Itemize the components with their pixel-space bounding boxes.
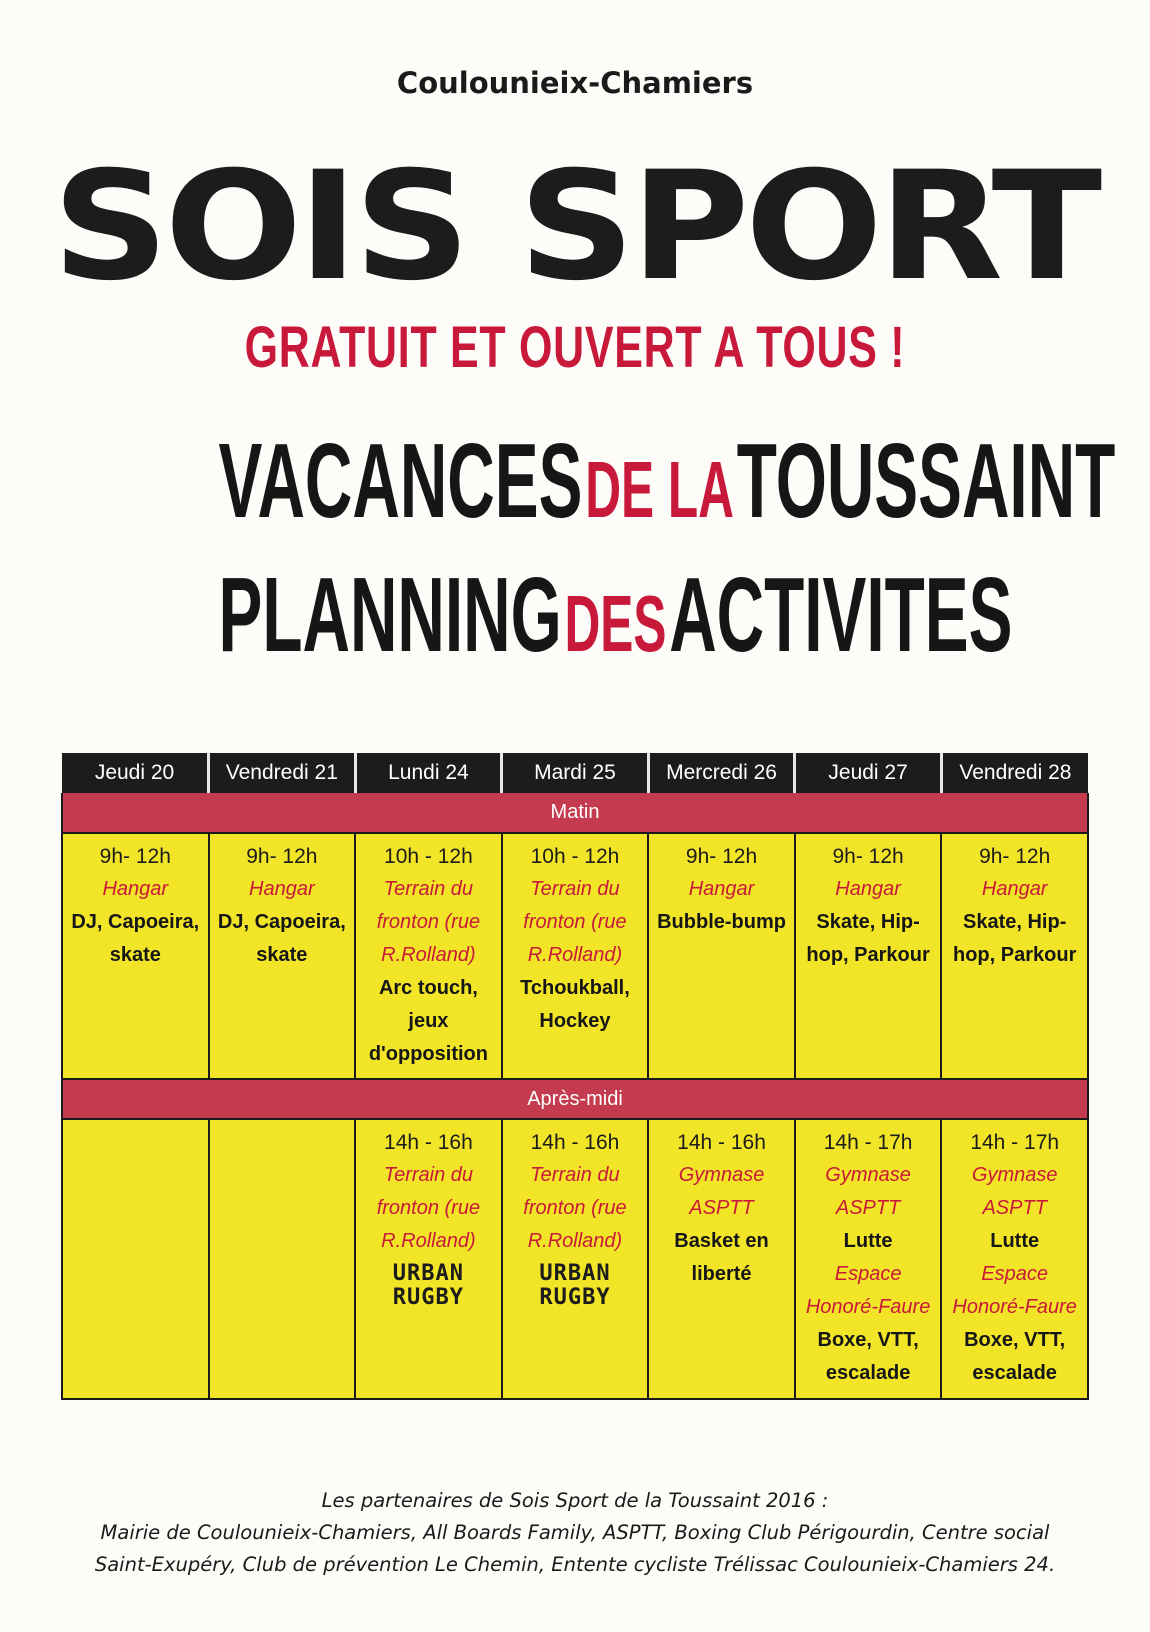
headline-planning [218, 556, 1013, 702]
activity: DJ, Capoeira, skate [217, 910, 346, 966]
urban-rugby-logo-text: URBAN RUGBY [539, 1261, 611, 1311]
time-slot: 10h - 12h [530, 844, 620, 868]
activity: Lutte [843, 1230, 893, 1253]
partners-line: Mairie de Coulounieix-Chamiers, All Boards Family, ASPTT, Boxing Club Périgourdin, Centre social [100, 1521, 1050, 1544]
schedule-cell [209, 833, 356, 1079]
day-header: Vendredi 21 [209, 753, 356, 793]
day-header: Jeudi 20 [62, 753, 209, 793]
location: Hangar [835, 877, 901, 900]
headline-word: ACTIVITES [669, 556, 1013, 674]
day-header: Jeudi 27 [795, 753, 942, 793]
headline-word: DES [564, 579, 667, 668]
location: Hangar [102, 877, 169, 900]
time-slot: 9h- 12h [832, 844, 904, 868]
time-slot: 14h - 16h [384, 1131, 473, 1155]
time-slot: 9h- 12h [246, 844, 318, 868]
schedule-cell [62, 833, 209, 1079]
location: Espace Honoré-Faure [952, 1263, 1077, 1319]
day-header-row [62, 753, 1088, 793]
day-header: Lundi 24 [355, 753, 502, 793]
urban-rugby-logo-text: URBAN RUGBY [392, 1261, 465, 1311]
afternoon-row [62, 1119, 1088, 1399]
partners-title: Les partenaires de Sois Sport de la Toussaint 2016 : [321, 1489, 829, 1512]
schedule-cell [941, 1119, 1088, 1399]
location: Terrain du fronton (rue R.Rolland) [523, 877, 627, 966]
partners-line: Saint-Exupéry, Club de prévention Le Chemin, Entente cycliste Trélissac Coulounieix-Chamiers 24. [94, 1553, 1056, 1576]
location: Hangar [688, 877, 755, 900]
activity: DJ, Capoeira, skate [71, 910, 200, 966]
schedule-cell [502, 1119, 649, 1399]
activity: Arc touch, jeux d'opposition [368, 976, 488, 1065]
day-header: Vendredi 28 [941, 753, 1088, 793]
activity: Tchoukball, Hockey [520, 976, 630, 1032]
schedule-cell [795, 833, 942, 1079]
time-slot: 10h - 12h [384, 844, 473, 868]
location: Hangar [249, 877, 315, 900]
location: Terrain du fronton (rue R.Rolland) [376, 877, 481, 966]
location: Espace Honoré-Faure [805, 1263, 931, 1319]
headline-word: VACANCES [218, 422, 583, 540]
location: Terrain du fronton (rue R.Rolland) [376, 1164, 481, 1253]
activity: Lutte [990, 1230, 1040, 1253]
time-slot: 9h- 12h [99, 844, 171, 868]
activity: Bubble-bump [657, 910, 786, 933]
time-slot: 9h- 12h [685, 844, 758, 868]
headline-word: DE LA [585, 445, 735, 534]
schedule-cell [941, 833, 1088, 1079]
schedule-cell [502, 833, 649, 1079]
activity: Skate, Hip-hop, Parkour [806, 910, 930, 966]
schedule-table [61, 753, 1089, 1400]
activity: Boxe, VTT, escalade [817, 1329, 919, 1385]
brand-logo-text: SOIS SPORT [52, 140, 1098, 314]
location: Terrain du fronton (rue R.Rolland) [523, 1164, 627, 1253]
schedule-cell [648, 1119, 795, 1399]
day-header: Mercredi 26 [648, 753, 795, 793]
time-slot: 14h - 17h [823, 1131, 913, 1155]
schedule-cell [795, 1119, 942, 1399]
day-header: Mardi 25 [502, 753, 649, 793]
activity: Boxe, VTT, escalade [964, 1329, 1066, 1385]
activity: Basket en liberté [674, 1230, 769, 1286]
headline-word: PLANNING [218, 556, 562, 674]
headline-vacances [218, 422, 1116, 568]
town-name: Coulounieix-Chamiers [396, 66, 754, 100]
headline-word: TOUSSAINT [736, 422, 1116, 540]
afternoon-band: Après-midi [62, 1079, 1088, 1120]
schedule-cell [355, 833, 502, 1079]
time-slot: 14h - 16h [677, 1131, 766, 1155]
schedule-cell [648, 833, 795, 1079]
location: Hangar [981, 877, 1048, 900]
partners-block [40, 1485, 1110, 1581]
morning-row [62, 833, 1088, 1079]
time-slot: 14h - 17h [970, 1131, 1060, 1155]
time-slot: 9h- 12h [979, 844, 1051, 868]
time-slot: 14h - 16h [530, 1131, 620, 1155]
tagline: GRATUIT ET OUVERT A TOUS ! [244, 315, 906, 380]
location: Gymnase ASPTT [678, 1164, 765, 1220]
schedule-cell-empty [62, 1119, 209, 1399]
schedule-cell-empty [209, 1119, 356, 1399]
location: Gymnase ASPTT [825, 1164, 911, 1220]
activity: Skate, Hip-hop, Parkour [953, 910, 1077, 966]
morning-band: Matin [62, 793, 1088, 833]
location: Gymnase ASPTT [971, 1164, 1058, 1220]
schedule-cell [355, 1119, 502, 1399]
